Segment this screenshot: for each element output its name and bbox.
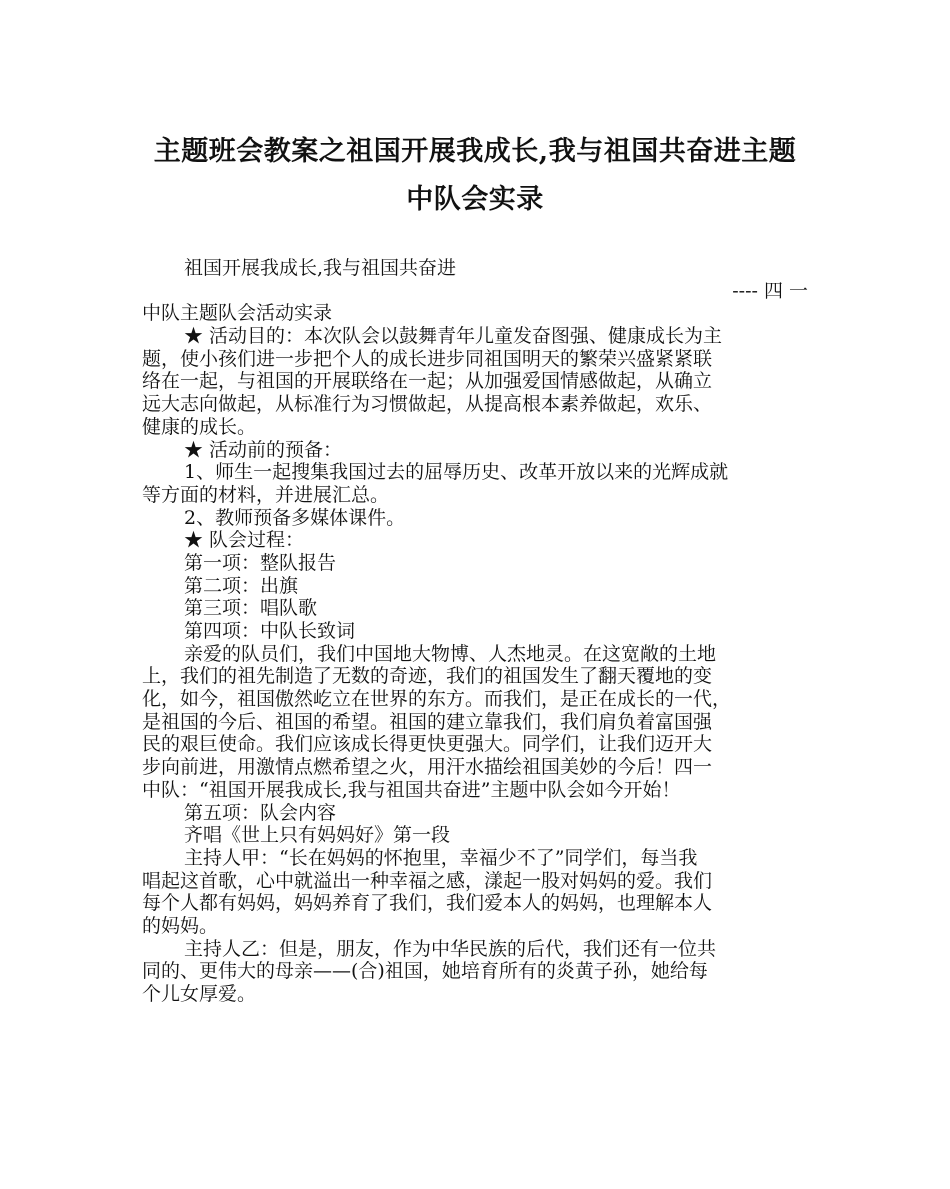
- text-line: 题，使小孩们进一步把个人的成长进步同祖国明天的繁荣兴盛紧紧联: [142, 347, 713, 370]
- text-line: 中队主题队会活动实录: [142, 302, 333, 325]
- text-line: 民的艰巨使命。我们应该成长得更快更强大。同学们，让我们迈开大: [142, 733, 713, 756]
- text-line: 齐唱《世上只有妈妈好》第一段: [184, 824, 451, 847]
- text-line: 第一项：整队报告: [184, 551, 337, 574]
- text-line: 第二项：出旗: [184, 574, 299, 597]
- text-line: 1、师生一起搜集我国过去的屈辱历史、改革开放以来的光辉成就: [184, 461, 729, 484]
- text-line: 亲爱的队员们，我们中国地大物博、人杰地灵。在这宽敞的土地: [184, 642, 717, 665]
- text-line: 主持人甲：“长在妈妈的怀抱里，幸福少不了”同学们，每当我: [184, 846, 698, 869]
- text-line: ★ 活动目的：本次队会以鼓舞青年儿童发奋图强、健康成长为主: [184, 325, 723, 348]
- text-line: 主持人乙：但是，朋友，作为中华民族的后代，我们还有一位共: [184, 937, 717, 960]
- text-line: ★ 活动前的预备：: [184, 438, 343, 461]
- text-line: 等方面的材料，并进展汇总。: [142, 483, 390, 506]
- page-title: 主题班会教案之祖国开展我成长,我与祖国共奋进主题: [153, 136, 797, 167]
- text-line: 第四项：中队长致词: [184, 620, 356, 642]
- text-line: 第五项：队会内容: [184, 801, 337, 824]
- text-line: 健康的成长。: [142, 415, 257, 438]
- text-line: 化，如今，祖国傲然屹立在世界的东方。而我们，是正在成长的一代，: [142, 688, 732, 711]
- text-line: 步向前进，用激情点燃希望之火，用汗水描绘祖国美妙的今后！四一: [142, 756, 713, 779]
- text-line: 远大志向做起，从标准行为习惯做起，从提高根本素养做起，欢乐、: [142, 393, 713, 416]
- page-title-continued: 中队会实录: [406, 184, 544, 215]
- text-line: 同的、更伟大的母亲——(合)祖国，她培育所有的炎黄子孙，她给每: [142, 960, 708, 983]
- text-line: 个儿女厚爱。: [142, 983, 257, 1005]
- text-line: 第三项：唱队歌: [184, 597, 318, 620]
- text-line: 是祖国的今后、祖国的希望。祖国的建立靠我们，我们肩负着富国强: [142, 710, 713, 733]
- text-line: 每个人都有妈妈，妈妈养育了我们，我们爱本人的妈妈，也理解本人: [142, 892, 713, 915]
- document-body: [142, 257, 810, 1006]
- text-line: ---- 四 一: [732, 279, 808, 302]
- text-line: 中队：“祖国开展我成长,我与祖国共奋进”主题中队会如今开始！: [142, 778, 681, 801]
- text-line: 祖国开展我成长,我与祖国共奋进: [184, 257, 457, 279]
- text-line: 2、教师预备多媒体课件。: [184, 506, 406, 529]
- text-line: 络在一起，与祖国的开展联络在一起；从加强爱国情感做起，从确立: [142, 370, 713, 393]
- text-line: ★ 队会过程：: [184, 529, 305, 552]
- text-line: 唱起这首歌，心中就溢出一种幸福之感，漾起一股对妈妈的爱。我们: [142, 869, 713, 892]
- text-line: 的妈妈。: [142, 914, 219, 937]
- text-line: 上，我们的祖先制造了无数的奇迹，我们的祖国发生了翻天覆地的变: [142, 665, 713, 688]
